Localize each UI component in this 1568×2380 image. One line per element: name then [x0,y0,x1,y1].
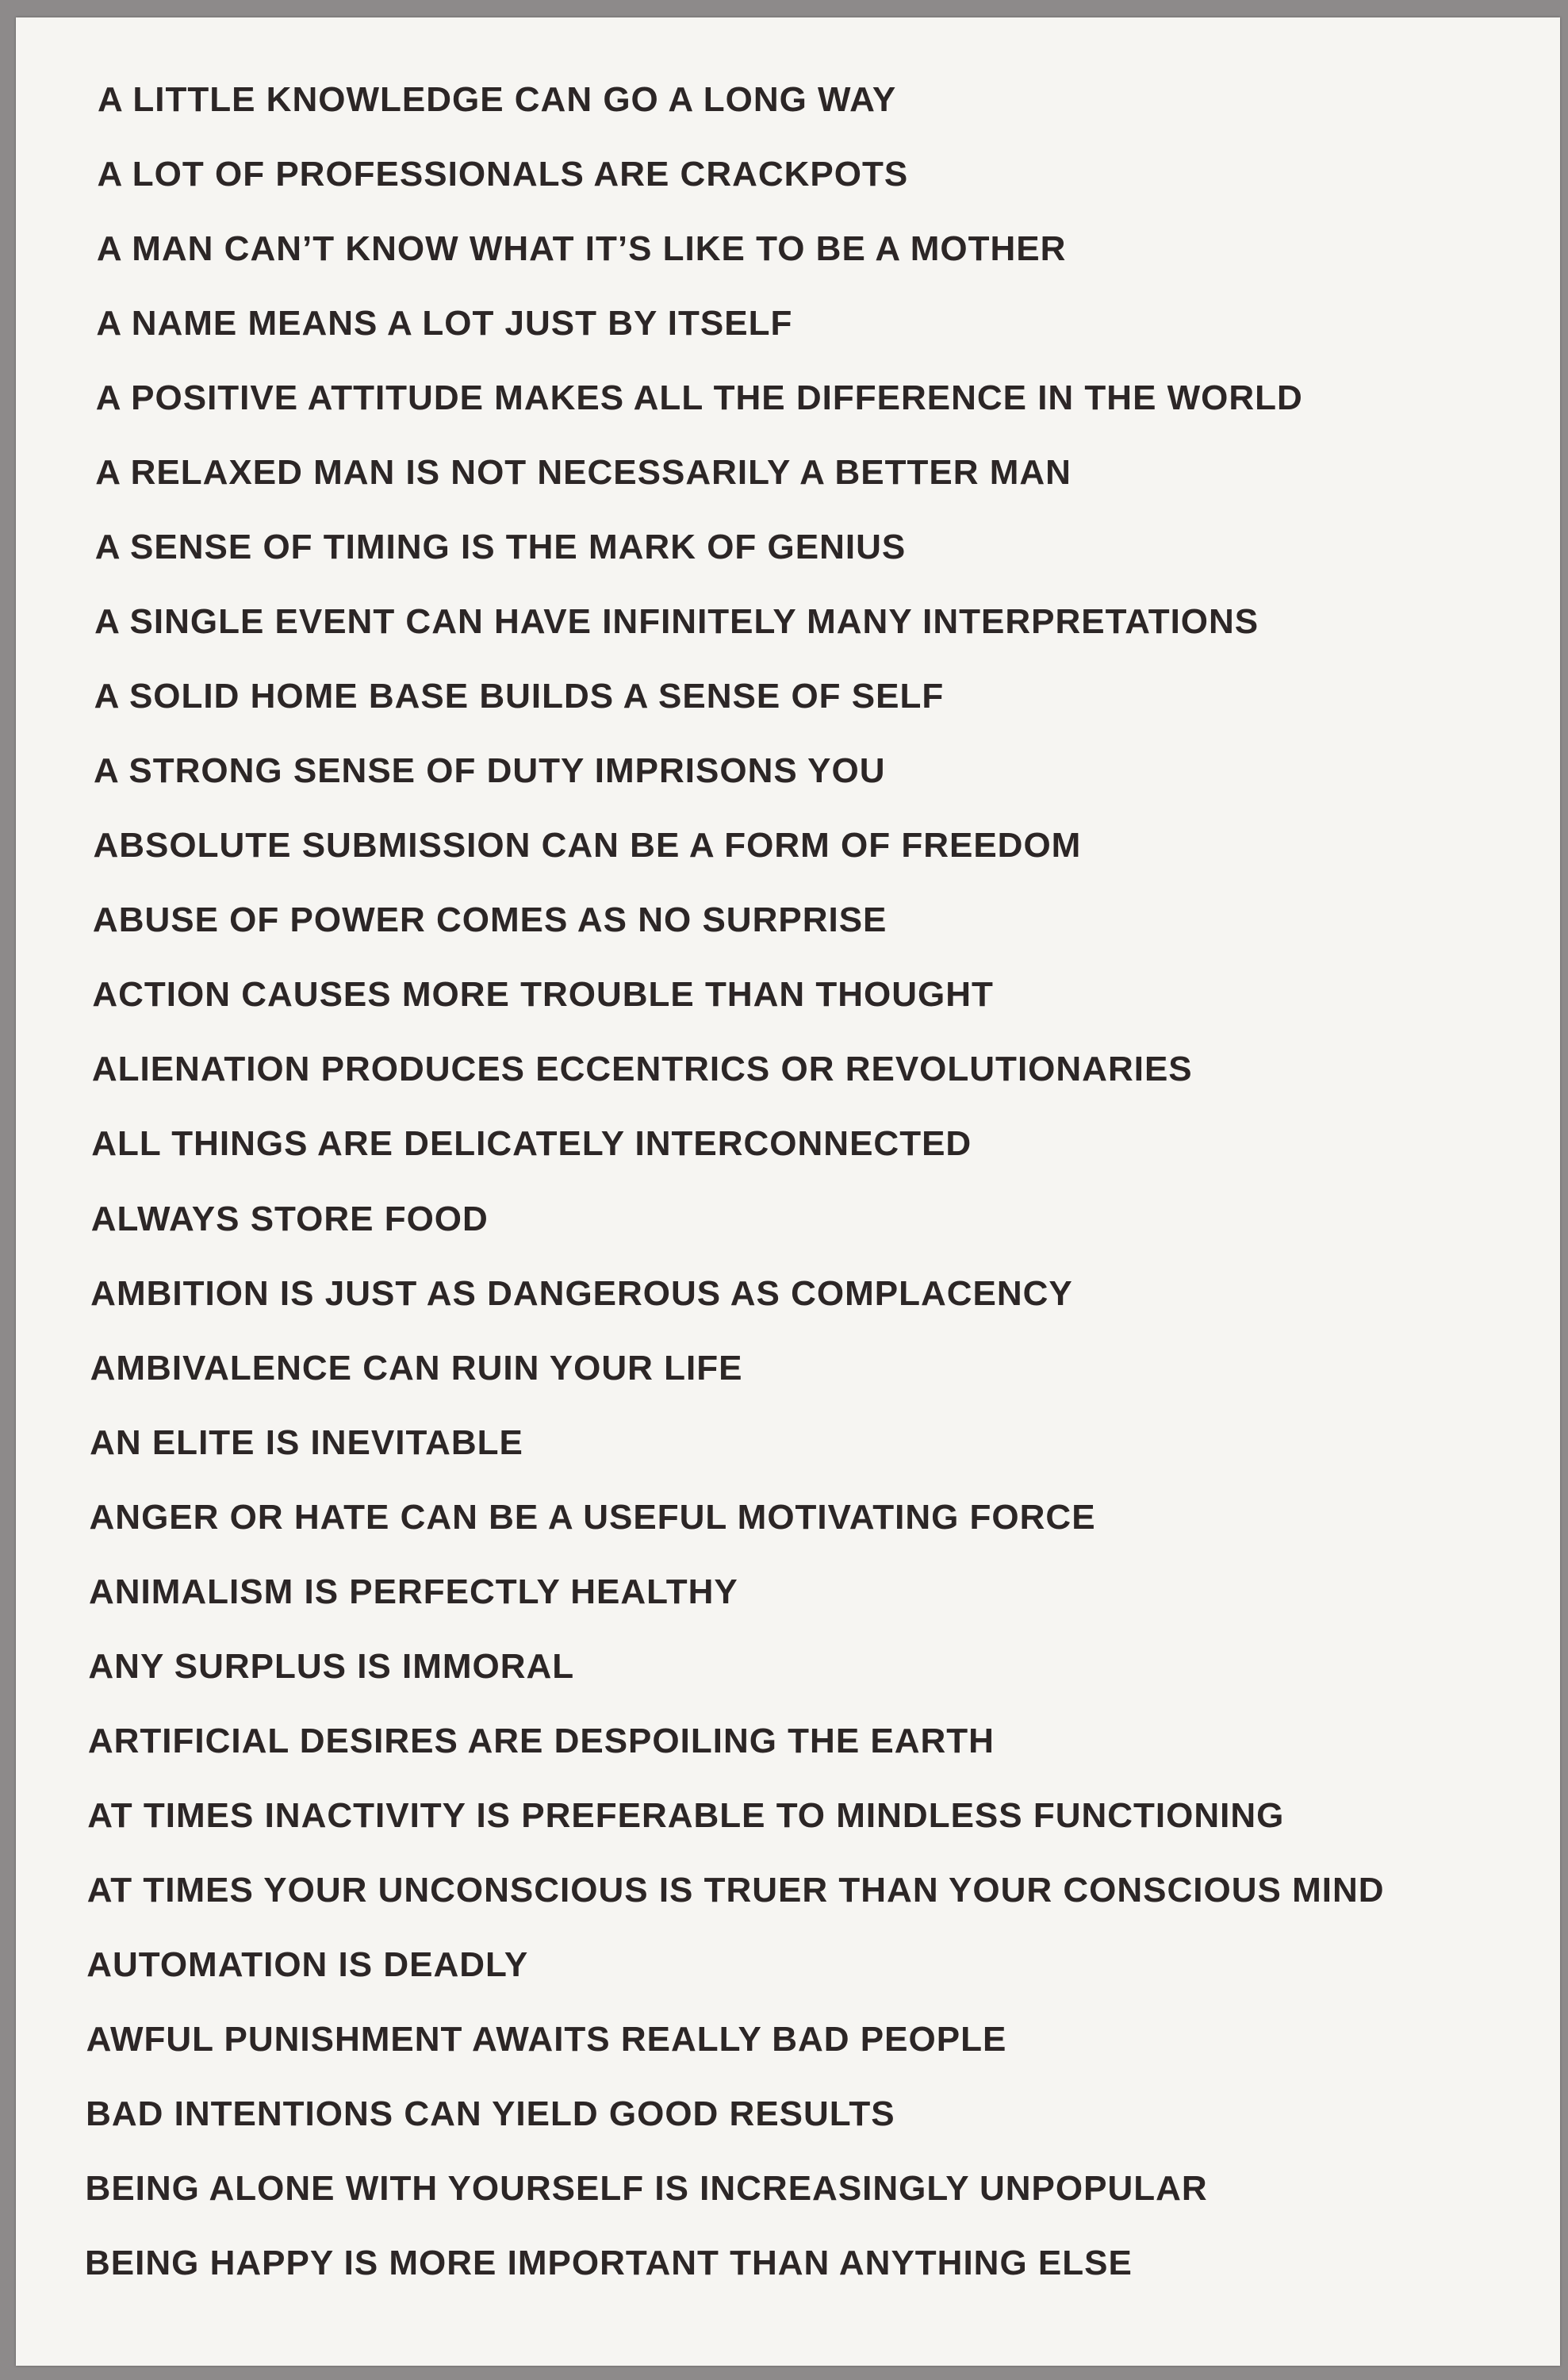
truism-line: A SOLID HOME BASE BUILDS A SENSE OF SELF [94,677,945,716]
truism-line: ANY SURPLUS IS IMMORAL [88,1646,575,1686]
truism-line: A STRONG SENSE OF DUTY IMPRISONS YOU [94,751,886,791]
truism-line: AMBITION IS JUST AS DANGEROUS AS COMPLACENCY [90,1273,1073,1313]
truism-line: A LOT OF PROFESSIONALS ARE CRACKPOTS [97,155,909,194]
truism-line: A MAN CAN’T KNOW WHAT IT’S LIKE TO BE A MOTHER [96,229,1067,269]
truism-line: ALL THINGS ARE DELICATELY INTERCONNECTED [91,1124,972,1164]
truism-line: AN ELITE IS INEVITABLE [90,1422,523,1462]
truism-line: ARTIFICIAL DESIRES ARE DESPOILING THE EARTH [87,1721,995,1760]
truism-line: BEING ALONE WITH YOURSELF IS INCREASINGLY UNPOPULAR [85,2168,1208,2208]
truism-line: ANGER OR HATE CAN BE A USEFUL MOTIVATING FORCE [89,1497,1096,1537]
truism-line: A NAME MEANS A LOT JUST BY ITSELF [96,304,793,344]
truism-line: ABUSE OF POWER COMES AS NO SURPRISE [92,900,888,940]
truism-line: A POSITIVE ATTITUDE MAKES ALL THE DIFFERENCE IN THE WORLD [95,378,1303,418]
truism-line: A LITTLE KNOWLEDGE CAN GO A LONG WAY [98,80,897,119]
truism-line: ACTION CAUSES MORE TROUBLE THAN THOUGHT [92,975,994,1015]
truism-line: AT TIMES INACTIVITY IS PREFERABLE TO MINDLESS FUNCTIONING [87,1795,1285,1835]
truism-line: ABSOLUTE SUBMISSION CAN BE A FORM OF FREEDOM [93,826,1082,866]
truism-line: AT TIMES YOUR UNCONSCIOUS IS TRUER THAN YOUR CONSCIOUS MIND [86,1870,1385,1910]
truism-line: BAD INTENTIONS CAN YIELD GOOD RESULTS [86,2094,895,2133]
truism-line: AWFUL PUNISHMENT AWAITS REALLY BAD PEOPLE [86,2019,1007,2059]
truism-line: ANIMALISM IS PERFECTLY HEALTHY [88,1572,738,1611]
truism-line: A SENSE OF TIMING IS THE MARK OF GENIUS [94,528,907,567]
poster-sheet [16,17,1560,2366]
truism-line: ALWAYS STORE FOOD [90,1199,489,1238]
truism-line: ALIENATION PRODUCES ECCENTRICS OR REVOLUTIONARIES [91,1050,1193,1089]
truism-line: AUTOMATION IS DEADLY [86,1944,529,1984]
truism-line: A RELAXED MAN IS NOT NECESSARILY A BETTER MAN [95,453,1072,493]
truism-line: AMBIVALENCE CAN RUIN YOUR LIFE [90,1348,743,1388]
truism-line: A SINGLE EVENT CAN HAVE INFINITELY MANY INTERPRETATIONS [94,602,1259,642]
truism-line: BEING HAPPY IS MORE IMPORTANT THAN ANYTHING ELSE [85,2244,1133,2282]
